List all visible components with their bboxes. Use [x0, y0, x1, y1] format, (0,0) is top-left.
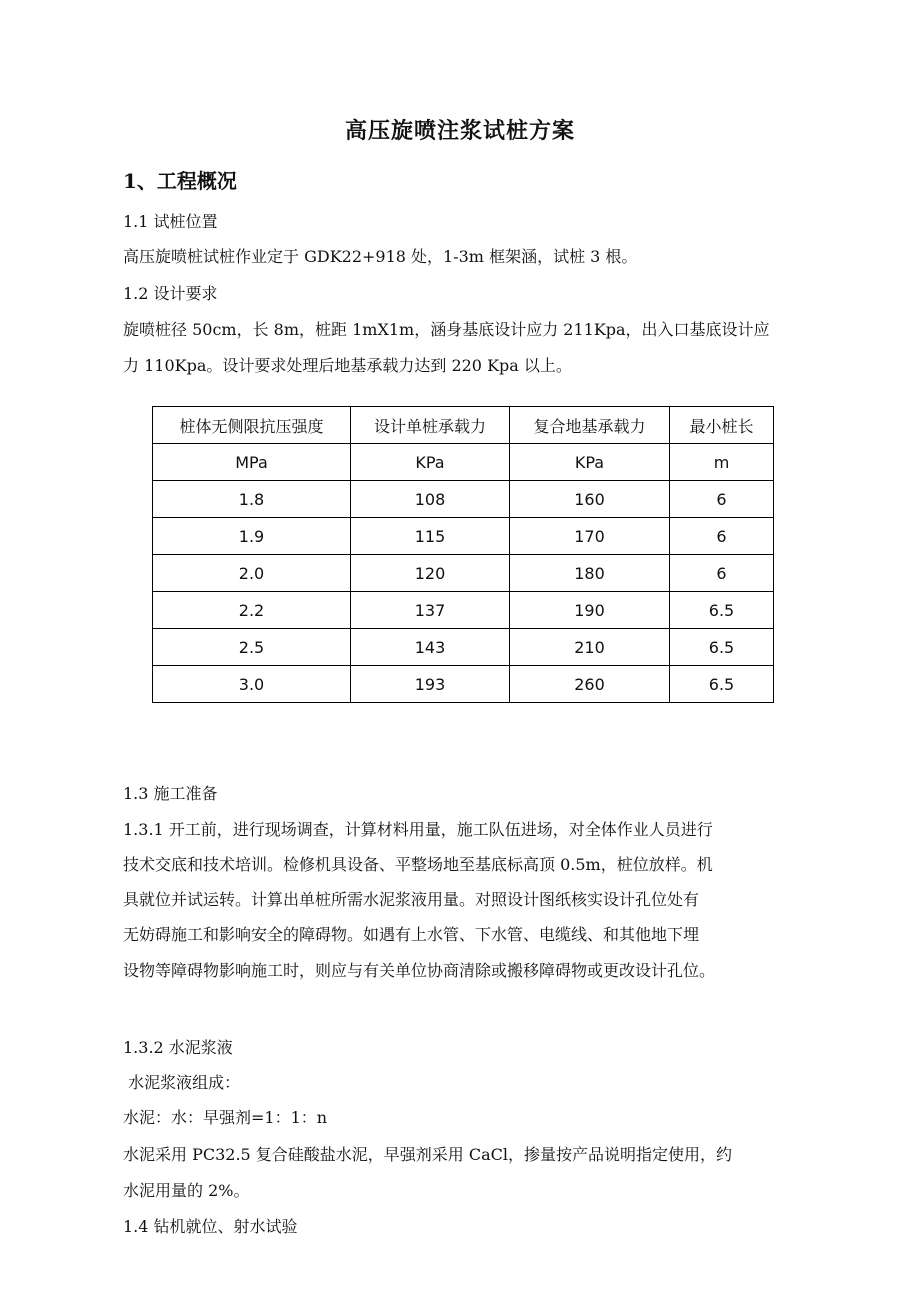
table-cell: 6.5 — [670, 666, 774, 703]
table-row — [153, 666, 774, 703]
table-cell: 6 — [670, 481, 774, 518]
document-title: 高压旋喷注浆试桩方案 — [344, 118, 575, 144]
subsection-heading-1-3-2: 1.3.2 水泥浆液 — [123, 1038, 233, 1057]
table-cell: 170 — [510, 518, 670, 555]
table-row — [153, 555, 774, 592]
table-header-row — [153, 407, 774, 444]
pile-spec-table — [152, 406, 774, 703]
paragraph-preparation-line-4: 无妨碍施工和影响安全的障碍物。如遇有上水管、下水管、电缆线、和其他地下埋 — [123, 925, 700, 944]
table-header-cell: 设计单桩承载力 — [351, 407, 510, 444]
table-cell: 2.5 — [153, 629, 351, 666]
table-cell: 115 — [351, 518, 510, 555]
section-heading-1: 1、工程概况 — [123, 169, 237, 193]
table-cell: 2.0 — [153, 555, 351, 592]
table-row — [153, 592, 774, 629]
table-header-cell: 最小桩长 — [670, 407, 774, 444]
paragraph-grout-line-1: 水泥采用 PC32.5 复合硅酸盐水泥，早强剂采用 CaCl，掺量按产品说明指定使用，约 — [123, 1145, 733, 1164]
grout-composition-label: 水泥浆液组成： — [123, 1073, 241, 1092]
table-cell: 180 — [510, 555, 670, 592]
subsection-heading-1-3: 1.3 施工准备 — [123, 784, 218, 803]
table-unit-cell: KPa — [351, 444, 510, 481]
table-cell: 1.8 — [153, 481, 351, 518]
table-row — [153, 518, 774, 555]
subsection-heading-1-1: 1.1 试桩位置 — [123, 212, 218, 231]
table-cell: 190 — [510, 592, 670, 629]
table-cell: 108 — [351, 481, 510, 518]
table-unit-cell: MPa — [153, 444, 351, 481]
table-cell: 6.5 — [670, 592, 774, 629]
table-cell: 3.0 — [153, 666, 351, 703]
paragraph-preparation-line-5: 设物等障碍物影响施工时，则应与有关单位协商清除或搬移障碍物或更改设计孔位。 — [123, 961, 716, 980]
paragraph-design-requirements-line-1: 旋喷桩径 50cm，长 8m，桩距 1mX1m，涵身基底设计应力 211Kpa，出入口基底设计应 — [123, 320, 770, 339]
table-unit-cell: KPa — [510, 444, 670, 481]
table-cell: 120 — [351, 555, 510, 592]
table-cell: 260 — [510, 666, 670, 703]
paragraph-preparation-line-3: 具就位并试运转。计算出单桩所需水泥浆液用量。对照设计图纸核实设计孔位处有 — [123, 890, 700, 909]
subsection-heading-1-4: 1.4 钻机就位、射水试验 — [123, 1217, 298, 1236]
subsection-heading-1-2: 1.2 设计要求 — [123, 284, 218, 303]
table-header-cell: 复合地基承载力 — [510, 407, 670, 444]
table-cell: 2.2 — [153, 592, 351, 629]
table-cell: 160 — [510, 481, 670, 518]
table-cell: 6.5 — [670, 629, 774, 666]
table-units-row — [153, 444, 774, 481]
table-cell: 143 — [351, 629, 510, 666]
paragraph-test-pile-location: 高压旋喷桩试桩作业定于 GDK22+918 处，1-3m 框架涵，试桩 3 根。 — [123, 247, 638, 266]
table-cell: 1.9 — [153, 518, 351, 555]
paragraph-preparation-line-1: 1.3.1 开工前，进行现场调查，计算材料用量，施工队伍进场，对全体作业人员进行 — [123, 820, 713, 839]
paragraph-preparation-line-2: 技术交底和技术培训。检修机具设备、平整场地至基底标高顶 0.5m，桩位放样。机 — [123, 855, 713, 874]
table-row — [153, 629, 774, 666]
table-unit-cell: m — [670, 444, 774, 481]
table-row — [153, 481, 774, 518]
table-cell: 210 — [510, 629, 670, 666]
table-cell: 6 — [670, 555, 774, 592]
table-cell: 193 — [351, 666, 510, 703]
paragraph-grout-line-2: 水泥用量的 2%。 — [123, 1181, 250, 1200]
table-cell: 137 — [351, 592, 510, 629]
table-cell: 6 — [670, 518, 774, 555]
paragraph-design-requirements-line-2: 力 110Kpa。设计要求处理后地基承载力达到 220 Kpa 以上。 — [123, 356, 572, 375]
grout-mix-ratio: 水泥：水：早强剂=1：1：n — [123, 1108, 328, 1127]
table-header-cell: 桩体无侧限抗压强度 — [153, 407, 351, 444]
